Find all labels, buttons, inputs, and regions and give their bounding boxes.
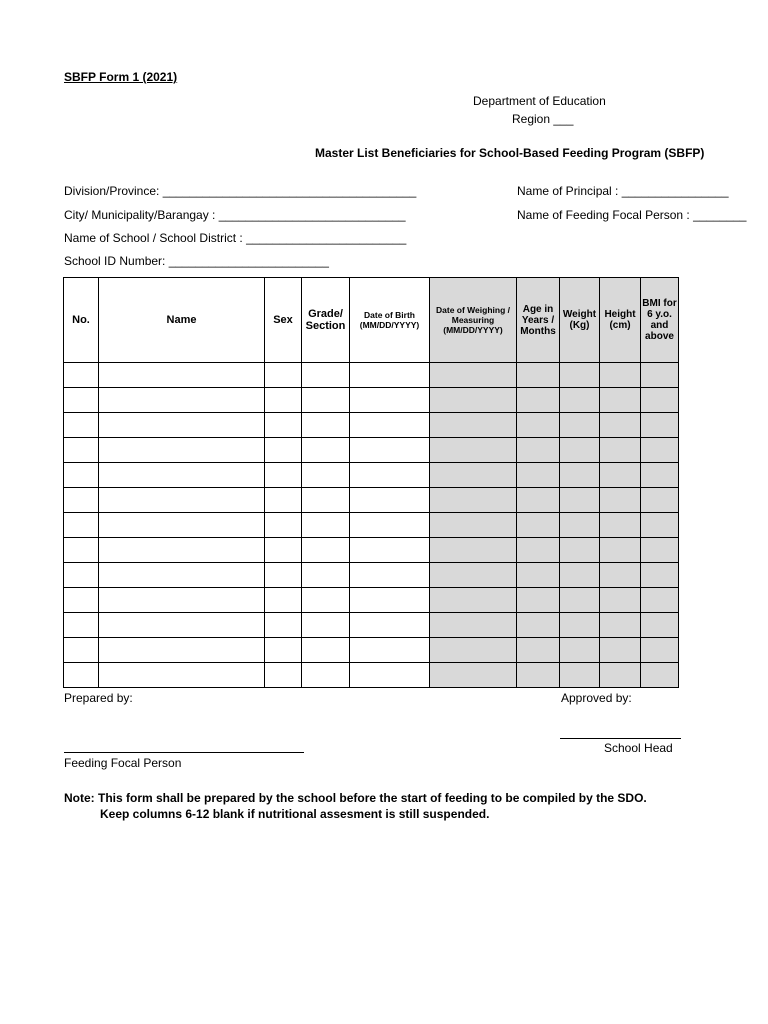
table-cell xyxy=(517,588,560,613)
table-cell xyxy=(350,588,430,613)
table-cell xyxy=(560,488,600,513)
table-cell xyxy=(265,638,302,663)
school-id-field: School ID Number: ________________________ xyxy=(64,254,329,268)
table-cell xyxy=(517,388,560,413)
table-cell xyxy=(350,513,430,538)
header-age: Age in Years / Months xyxy=(517,278,560,363)
table-cell xyxy=(600,438,641,463)
table-cell xyxy=(99,513,265,538)
table-cell xyxy=(302,538,350,563)
table-cell xyxy=(350,463,430,488)
table-cell xyxy=(99,388,265,413)
table-row xyxy=(64,588,679,613)
table-cell xyxy=(560,538,600,563)
table-cell xyxy=(430,463,517,488)
prepared-by-label: Prepared by: xyxy=(64,691,133,705)
table-cell xyxy=(265,663,302,688)
table-cell xyxy=(302,438,350,463)
header-date-of-birth: Date of Birth (MM/DD/YYYY) xyxy=(350,278,430,363)
table-cell xyxy=(350,663,430,688)
table-cell xyxy=(265,488,302,513)
header-no: No. xyxy=(64,278,99,363)
table-cell xyxy=(350,388,430,413)
table-cell xyxy=(302,613,350,638)
table-cell xyxy=(641,463,679,488)
table-cell xyxy=(99,413,265,438)
table-cell xyxy=(64,588,99,613)
table-cell xyxy=(641,613,679,638)
table-cell xyxy=(517,463,560,488)
table-row xyxy=(64,613,679,638)
table-cell xyxy=(99,588,265,613)
table-cell xyxy=(99,538,265,563)
header-name: Name xyxy=(99,278,265,363)
table-cell xyxy=(430,488,517,513)
table-row xyxy=(64,663,679,688)
table-cell xyxy=(560,413,600,438)
table-cell xyxy=(64,363,99,388)
table-cell xyxy=(600,488,641,513)
header-sex: Sex xyxy=(265,278,302,363)
table-cell xyxy=(641,663,679,688)
form-title: SBFP Form 1 (2021) xyxy=(64,70,178,84)
table-cell xyxy=(517,413,560,438)
table-cell xyxy=(517,488,560,513)
table-cell xyxy=(430,638,517,663)
header-grade-section: Grade/ Section xyxy=(302,278,350,363)
note-line-2: Keep columns 6-12 blank if nutritional assesment is still suspended. xyxy=(100,807,490,821)
table-cell xyxy=(99,488,265,513)
table-cell xyxy=(600,413,641,438)
table-cell xyxy=(560,513,600,538)
table-cell xyxy=(600,363,641,388)
prepared-by-signature-line xyxy=(64,752,304,753)
table-cell xyxy=(560,563,600,588)
table-row xyxy=(64,563,679,588)
table-cell xyxy=(64,413,99,438)
table-row xyxy=(64,413,679,438)
table-cell xyxy=(265,613,302,638)
table-cell xyxy=(600,388,641,413)
table-row xyxy=(64,438,679,463)
table-cell xyxy=(302,463,350,488)
table-cell xyxy=(64,613,99,638)
table-cell xyxy=(302,488,350,513)
table-cell xyxy=(641,388,679,413)
table-cell xyxy=(430,363,517,388)
city-field: City/ Municipality/Barangay : ____________________________ xyxy=(64,208,406,222)
table-cell xyxy=(64,538,99,563)
table-cell xyxy=(641,513,679,538)
table-cell xyxy=(265,463,302,488)
table-cell xyxy=(600,588,641,613)
table-cell xyxy=(641,363,679,388)
table-cell xyxy=(641,538,679,563)
header-height: Height (cm) xyxy=(600,278,641,363)
table-cell xyxy=(302,588,350,613)
table-cell xyxy=(99,438,265,463)
table-cell xyxy=(560,588,600,613)
table-cell xyxy=(99,613,265,638)
table-cell xyxy=(430,438,517,463)
table-row xyxy=(64,538,679,563)
note-text xyxy=(64,790,647,822)
beneficiaries-table xyxy=(63,277,679,688)
table-cell xyxy=(350,363,430,388)
table-cell xyxy=(64,638,99,663)
table-cell xyxy=(517,663,560,688)
table-cell xyxy=(641,563,679,588)
table-cell xyxy=(265,538,302,563)
approved-by-signature-line xyxy=(560,738,681,739)
table-cell xyxy=(430,538,517,563)
table-cell xyxy=(64,513,99,538)
table-cell xyxy=(600,638,641,663)
table-cell xyxy=(641,413,679,438)
department-label: Department of Education xyxy=(473,94,606,108)
approved-by-label: Approved by: xyxy=(561,691,632,705)
region-label: Region ___ xyxy=(512,112,574,126)
table-row xyxy=(64,388,679,413)
table-cell xyxy=(517,363,560,388)
table-cell xyxy=(600,563,641,588)
table-row xyxy=(64,638,679,663)
table-cell xyxy=(430,388,517,413)
table-cell xyxy=(99,663,265,688)
table-cell xyxy=(600,663,641,688)
table-cell xyxy=(517,538,560,563)
table-cell xyxy=(302,363,350,388)
table-cell xyxy=(99,563,265,588)
table-cell xyxy=(517,613,560,638)
table-cell xyxy=(560,438,600,463)
school-head-label: School Head xyxy=(604,741,673,755)
table-cell xyxy=(430,413,517,438)
header-weight: Weight (Kg) xyxy=(560,278,600,363)
table-cell xyxy=(560,613,600,638)
table-cell xyxy=(350,563,430,588)
feeding-focal-person-label: Feeding Focal Person xyxy=(64,756,182,770)
page-heading: Master List Beneficiaries for School-Based Feeding Program (SBFP) xyxy=(315,146,705,160)
table-cell xyxy=(99,363,265,388)
table-cell xyxy=(64,438,99,463)
table-cell xyxy=(99,638,265,663)
table-cell xyxy=(560,363,600,388)
table-cell xyxy=(265,563,302,588)
table-cell xyxy=(64,663,99,688)
table-cell xyxy=(350,438,430,463)
table-cell xyxy=(302,388,350,413)
header-date-of-weighing: Date of Weighing / Measuring (MM/DD/YYYY) xyxy=(430,278,517,363)
table-cell xyxy=(302,413,350,438)
table-cell xyxy=(517,513,560,538)
table-cell xyxy=(350,413,430,438)
table-cell xyxy=(517,438,560,463)
table-cell xyxy=(265,388,302,413)
table-cell xyxy=(600,613,641,638)
table-row xyxy=(64,488,679,513)
note-line-1: Note: This form shall be prepared by the school before the start of feeding to be compiled by the SDO. xyxy=(64,791,647,805)
table-row xyxy=(64,513,679,538)
table-cell xyxy=(265,588,302,613)
table-cell xyxy=(560,638,600,663)
table-cell xyxy=(302,663,350,688)
table-body xyxy=(64,363,679,688)
table-cell xyxy=(641,588,679,613)
table-cell xyxy=(64,388,99,413)
table-cell xyxy=(430,588,517,613)
table-cell xyxy=(600,513,641,538)
table-row xyxy=(64,363,679,388)
table-cell xyxy=(64,488,99,513)
table-cell xyxy=(302,638,350,663)
table-cell xyxy=(350,638,430,663)
table-cell xyxy=(641,438,679,463)
table-cell xyxy=(302,563,350,588)
table-cell xyxy=(350,488,430,513)
table-cell xyxy=(560,663,600,688)
table-cell xyxy=(560,388,600,413)
table-header-row xyxy=(64,278,679,363)
table-cell xyxy=(99,463,265,488)
table-cell xyxy=(265,413,302,438)
principal-field: Name of Principal : ________________ xyxy=(517,184,729,198)
table-cell xyxy=(517,563,560,588)
table-cell xyxy=(265,513,302,538)
table-cell xyxy=(641,488,679,513)
table-cell xyxy=(350,538,430,563)
table-cell xyxy=(265,363,302,388)
table-cell xyxy=(64,463,99,488)
table-cell xyxy=(600,463,641,488)
table-cell xyxy=(302,513,350,538)
division-field: Division/Province: ______________________________________ xyxy=(64,184,417,198)
table-cell xyxy=(430,513,517,538)
table-cell xyxy=(430,563,517,588)
table-cell xyxy=(265,438,302,463)
table-cell xyxy=(430,613,517,638)
table-cell xyxy=(430,663,517,688)
header-bmi: BMI for 6 y.o. and above xyxy=(641,278,679,363)
school-field: Name of School / School District : ________________________ xyxy=(64,231,407,245)
table-cell xyxy=(517,638,560,663)
table-cell xyxy=(600,538,641,563)
table-cell xyxy=(641,638,679,663)
table-cell xyxy=(64,563,99,588)
focal-person-field: Name of Feeding Focal Person : ________ xyxy=(517,208,747,222)
table-row xyxy=(64,463,679,488)
table-cell xyxy=(560,463,600,488)
table-cell xyxy=(350,613,430,638)
